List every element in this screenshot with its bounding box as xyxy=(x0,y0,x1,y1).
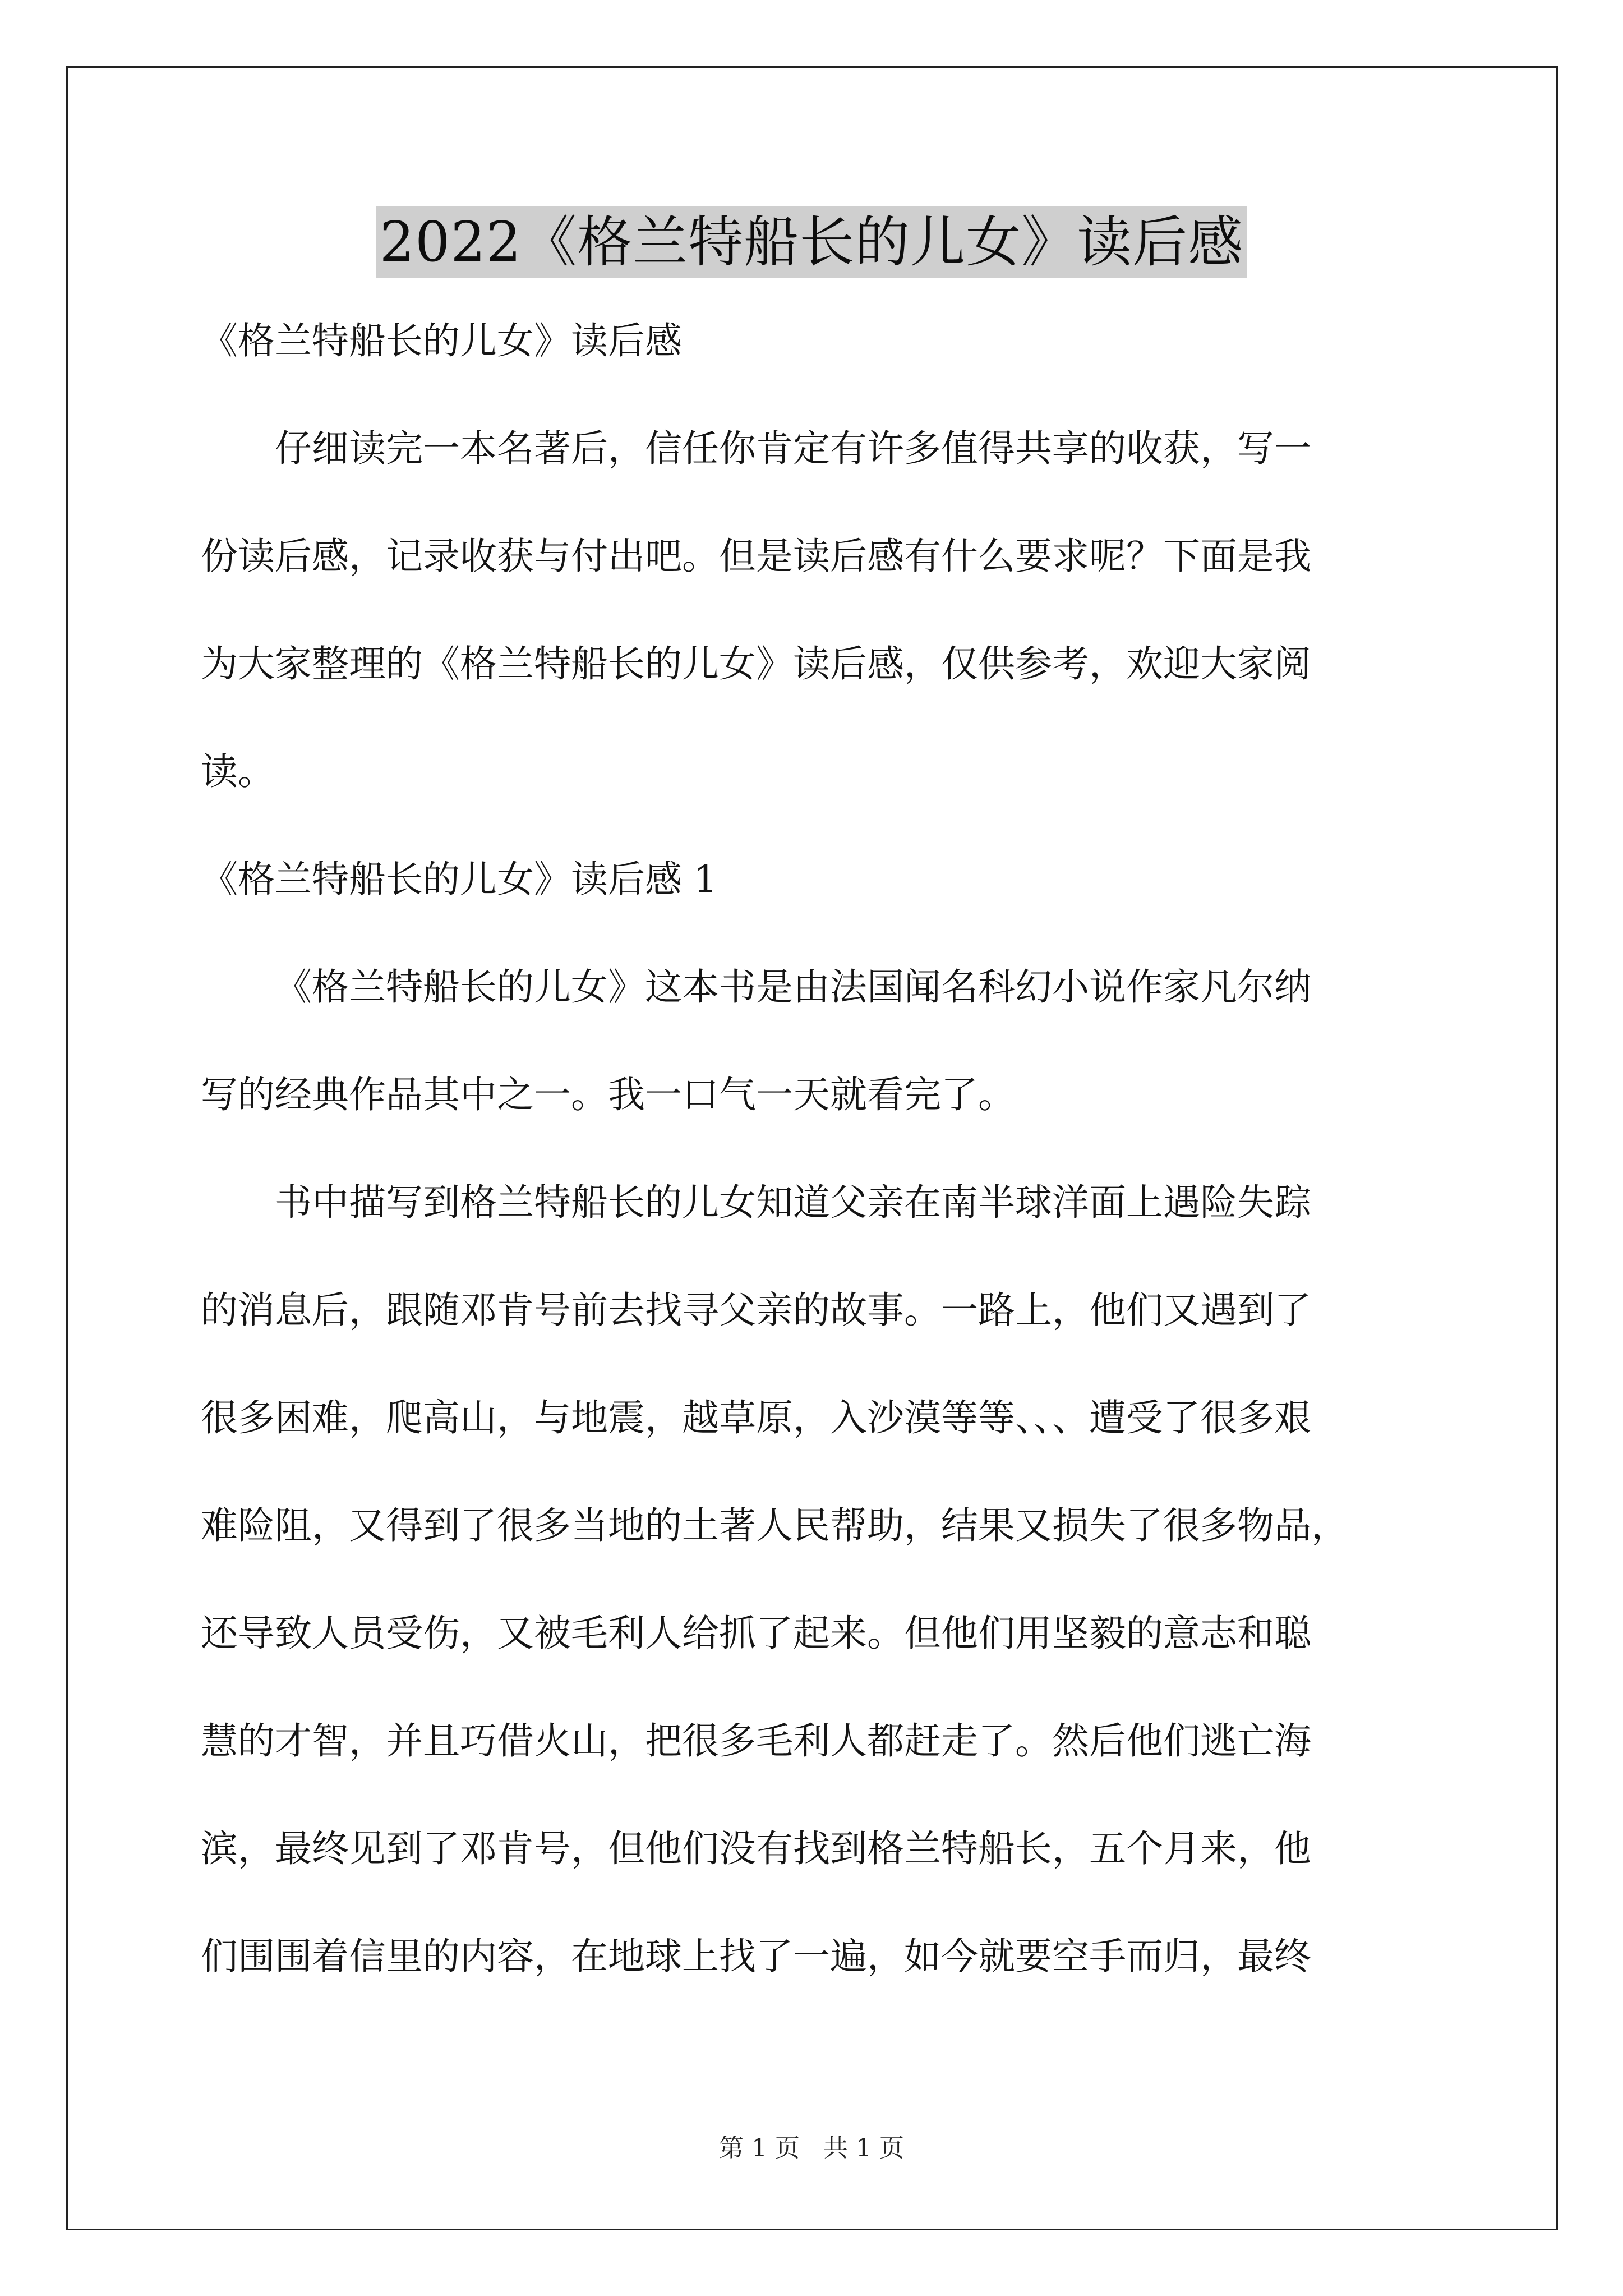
paragraph-line: 读。 xyxy=(201,750,275,793)
page-number: 第 1 页 xyxy=(719,2134,800,2162)
paragraph-line: 为大家整理的《格兰特船长的儿女》读后感，仅供参考，欢迎大家阅 xyxy=(201,642,1311,685)
section-heading: 《格兰特船长的儿女》读后感 xyxy=(201,319,682,362)
spacer xyxy=(201,1768,1435,1822)
spacer xyxy=(201,476,1435,530)
paragraph-line: 慧的才智，并且巧借火山，把很多毛利人都赶走了。然后他们逃亡海 xyxy=(201,1719,1311,1763)
spacer xyxy=(201,1230,1435,1283)
title-container xyxy=(0,206,1623,278)
spacer xyxy=(201,1122,1435,1176)
paragraph-line: 书中描写到格兰特船长的儿女知道父亲在南半球洋面上遇险失踪 xyxy=(275,1181,1311,1224)
paragraph-line: 滨，最终见到了邓肯号，但他们没有找到格兰特船长，五个月来，他 xyxy=(201,1827,1311,1870)
document-body xyxy=(201,314,1435,1984)
spacer xyxy=(201,1445,1435,1499)
page-total: 共 1 页 xyxy=(823,2134,904,2162)
paragraph-line: 还导致人员受伤，又被毛利人给抓了起来。但他们用坚毅的意志和聪 xyxy=(201,1612,1311,1655)
paragraph-line: 很多困难，爬高山，与地震，越草原，入沙漠等等、、、遭受了很多艰 xyxy=(201,1396,1311,1439)
paragraph-line: 份读后感，记录收获与付出吧。但是读后感有什么要求呢？下面是我 xyxy=(201,535,1311,578)
spacer xyxy=(201,1660,1435,1714)
paragraph-line: 《格兰特船长的儿女》这本书是由法国闻名科幻小说作家凡尔纳 xyxy=(275,965,1311,1009)
spacer xyxy=(201,799,1435,853)
paragraph-line: 们围围着信里的内容，在地球上找了一遍，如今就要空手而归，最终 xyxy=(201,1935,1311,1978)
spacer xyxy=(201,1337,1435,1391)
paragraph-line: 的消息后，跟随邓肯号前去找寻父亲的故事。一路上，他们又遇到了 xyxy=(201,1289,1311,1332)
paragraph-line: 难险阻，又得到了很多当地的土著人民帮助，结果又损失了很多物品， xyxy=(201,1504,1348,1547)
spacer xyxy=(201,691,1435,745)
spacer xyxy=(201,583,1435,637)
spacer xyxy=(201,907,1435,960)
page-footer xyxy=(0,2132,1623,2165)
page-title: 2022《格兰特船长的儿女》读后感 xyxy=(376,206,1247,278)
spacer xyxy=(201,1876,1435,1930)
paragraph-line: 写的经典作品其中之一。我一口气一天就看完了。 xyxy=(201,1073,1015,1116)
spacer xyxy=(201,1014,1435,1068)
paragraph-line: 仔细读完一本名著后，信任你肯定有许多值得共享的收获，写一 xyxy=(275,427,1311,470)
section-heading: 《格兰特船长的儿女》读后感 1 xyxy=(201,858,717,901)
spacer xyxy=(201,368,1435,422)
spacer xyxy=(201,1553,1435,1607)
